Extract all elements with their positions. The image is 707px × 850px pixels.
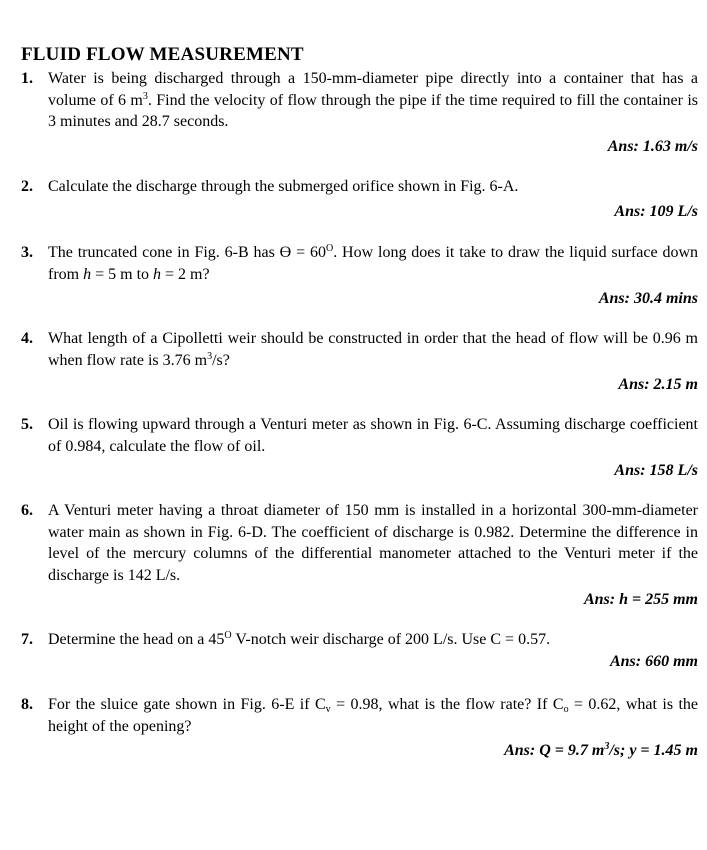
- problem-text: Calculate the discharge through the submerged orifice shown in Fig. 6-A.: [48, 178, 519, 195]
- answer: Ans: Q = 9.7 $m^3/s$; y = 1.45 m: [504, 741, 698, 759]
- problem-text: A Venturi meter having a throat diameter of 150 mm is installed in a horizontal 300-mm-diameter water main as shown in Fig. 6-D. The coefficient of discharge is 0.982. Determine the difference in level of the mercury columns of the differential manometer attached to the Venturi meter if the discharge is 142 L/s.: [48, 502, 698, 584]
- problem-number: 3.: [21, 244, 33, 261]
- problem-number: 8.: [21, 696, 33, 713]
- answer: Ans: 1.63 m/s: [607, 137, 698, 155]
- problem-number: 6.: [21, 502, 33, 519]
- answer: Ans: 109 L/s: [614, 202, 698, 220]
- page-title: FLUID FLOW MEASUREMENT: [21, 44, 304, 65]
- problem-number: 1.: [21, 70, 33, 87]
- problem-7: [21, 629, 698, 672]
- answer: Ans: h = 255 mm: [583, 591, 698, 608]
- problem-number: 2.: [21, 178, 33, 195]
- problem-3: [21, 242, 698, 310]
- problem-text: For the sluice gate shown in Fig. 6-E if $C_v = 0.98$, what is the flow rate? If $C_o = 0.62$, what is the height of the opening?: [48, 696, 699, 735]
- problem-text: Determine the head on a $45^O$ V-notch weir discharge of 200 L/s. Use C = 0.57.: [48, 630, 551, 648]
- answer: Ans: 660 mm: [609, 652, 698, 670]
- problem-8: [21, 694, 698, 762]
- problem-6: [21, 500, 698, 611]
- problem-number: 7.: [21, 631, 33, 648]
- problem-text: Oil is flowing upward through a Venturi meter as shown in Fig. 6-C. Assuming discharge coefficient of 0.984, calculate the flow of oil.: [48, 416, 698, 455]
- problem-number: 5.: [21, 416, 33, 433]
- problem-1: [21, 68, 698, 157]
- problem-text: Water is being discharged through a 150-mm-diameter pipe directly into a container that has a volume of 6 $m^3$. Find the velocity of flow through the pipe if the time required to fill the container is 3 minutes and 28.7 seconds.: [48, 70, 698, 130]
- problem-2: [21, 176, 698, 222]
- answer: Ans: 2.15 m: [618, 376, 698, 393]
- answer: Ans: 30.4 mins: [598, 290, 698, 307]
- problem-text: The truncated cone in Fig. 6-B has $ϴ = 60^O$. How long does it take to draw the liquid surface down from h = 5 m to h = 2 m?: [48, 243, 699, 283]
- problem-number: 4.: [21, 330, 33, 347]
- answer: Ans: 158 L/s: [614, 462, 698, 479]
- problem-5: [21, 414, 698, 482]
- problem-text: What length of a Cipolletti weir should be constructed in order that the head of flow will be 0.96 m when flow rate is 3.76 $m^3/s$?: [48, 330, 698, 369]
- problem-4: [21, 328, 698, 396]
